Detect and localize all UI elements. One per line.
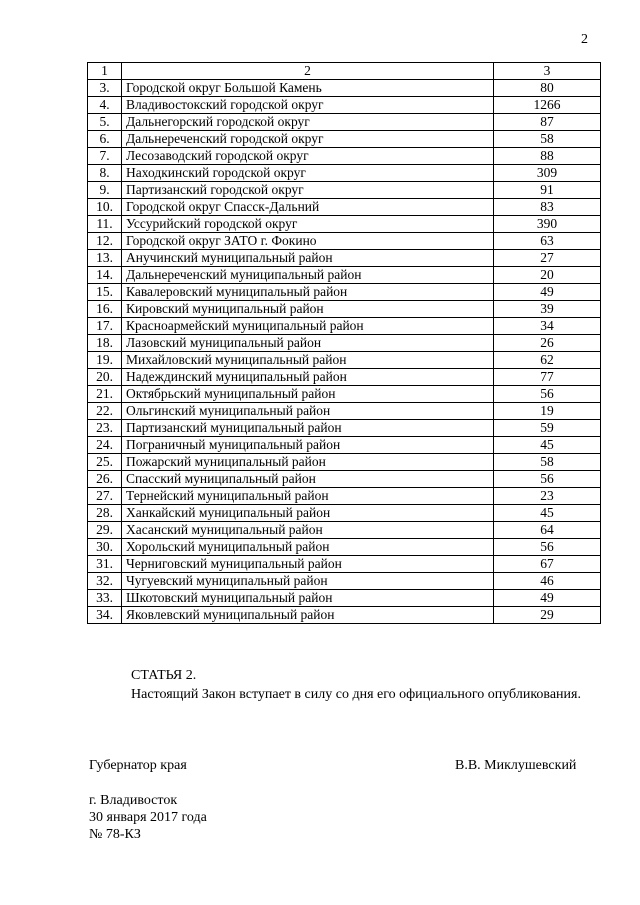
districts-table: [87, 62, 601, 624]
row-number-cell: 34.: [88, 607, 122, 624]
value-cell: 46: [494, 573, 601, 590]
district-name-cell: Лесозаводский городской округ: [122, 148, 494, 165]
district-name-cell: Партизанский городской округ: [122, 182, 494, 199]
value-cell: 64: [494, 522, 601, 539]
table-row: [88, 369, 601, 386]
row-number-cell: 15.: [88, 284, 122, 301]
value-cell: 56: [494, 386, 601, 403]
value-cell: 77: [494, 369, 601, 386]
table-row: [88, 148, 601, 165]
value-cell: 1266: [494, 97, 601, 114]
value-cell: 87: [494, 114, 601, 131]
table-row: [88, 403, 601, 420]
header-cell-1: 1: [88, 63, 122, 80]
table-row: [88, 131, 601, 148]
table-row: [88, 301, 601, 318]
table-row: [88, 454, 601, 471]
table-row: [88, 335, 601, 352]
district-name-cell: Тернейский муниципальный район: [122, 488, 494, 505]
row-number-cell: 29.: [88, 522, 122, 539]
row-number-cell: 14.: [88, 267, 122, 284]
row-number-cell: 6.: [88, 131, 122, 148]
row-number-cell: 33.: [88, 590, 122, 607]
row-number-cell: 19.: [88, 352, 122, 369]
document-date: 30 января 2017 года: [89, 810, 207, 825]
row-number-cell: 5.: [88, 114, 122, 131]
value-cell: 390: [494, 216, 601, 233]
value-cell: 27: [494, 250, 601, 267]
value-cell: 58: [494, 131, 601, 148]
district-name-cell: Дальнегорский городской округ: [122, 114, 494, 131]
header-cell-2: 2: [122, 63, 494, 80]
table-row: [88, 522, 601, 539]
table-row: [88, 318, 601, 335]
row-number-cell: 24.: [88, 437, 122, 454]
table-row: [88, 539, 601, 556]
table-row: [88, 590, 601, 607]
row-number-cell: 13.: [88, 250, 122, 267]
table-row: [88, 352, 601, 369]
table-row: [88, 437, 601, 454]
row-number-cell: 25.: [88, 454, 122, 471]
row-number-cell: 16.: [88, 301, 122, 318]
district-name-cell: Черниговский муниципальный район: [122, 556, 494, 573]
value-cell: 49: [494, 284, 601, 301]
row-number-cell: 11.: [88, 216, 122, 233]
district-name-cell: Спасский муниципальный район: [122, 471, 494, 488]
table-row: [88, 607, 601, 624]
document-number: № 78-КЗ: [89, 827, 141, 842]
table-row: [88, 97, 601, 114]
row-number-cell: 27.: [88, 488, 122, 505]
district-name-cell: Михайловский муниципальный район: [122, 352, 494, 369]
value-cell: 83: [494, 199, 601, 216]
district-name-cell: Лазовский муниципальный район: [122, 335, 494, 352]
article-text-content: Настоящий Закон вступает в силу со дня его официального опубликования.: [131, 687, 581, 702]
value-cell: 49: [494, 590, 601, 607]
row-number-cell: 31.: [88, 556, 122, 573]
table-row: [88, 488, 601, 505]
value-cell: 88: [494, 148, 601, 165]
value-cell: 45: [494, 437, 601, 454]
row-number-cell: 4.: [88, 97, 122, 114]
district-name-cell: Шкотовский муниципальный район: [122, 590, 494, 607]
table-row: [88, 556, 601, 573]
row-number-cell: 10.: [88, 199, 122, 216]
row-number-cell: 26.: [88, 471, 122, 488]
value-cell: 29: [494, 607, 601, 624]
row-number-cell: 3.: [88, 80, 122, 97]
table-row: [88, 182, 601, 199]
district-name-cell: Чугуевский муниципальный район: [122, 573, 494, 590]
district-name-cell: Пожарский муниципальный район: [122, 454, 494, 471]
value-cell: 26: [494, 335, 601, 352]
value-cell: 91: [494, 182, 601, 199]
value-cell: 63: [494, 233, 601, 250]
district-name-cell: Хасанский муниципальный район: [122, 522, 494, 539]
district-name-cell: Кавалеровский муниципальный район: [122, 284, 494, 301]
row-number-cell: 12.: [88, 233, 122, 250]
table-row: [88, 114, 601, 131]
table-row: [88, 471, 601, 488]
district-name-cell: Пограничный муниципальный район: [122, 437, 494, 454]
table-row: [88, 505, 601, 522]
value-cell: 56: [494, 539, 601, 556]
district-name-cell: Красноармейский муниципальный район: [122, 318, 494, 335]
row-number-cell: 23.: [88, 420, 122, 437]
row-number-cell: 7.: [88, 148, 122, 165]
page-number: 2: [581, 32, 588, 47]
header-cell-3: 3: [494, 63, 601, 80]
district-name-cell: Октябрьский муниципальный район: [122, 386, 494, 403]
table-row: [88, 199, 601, 216]
value-cell: 39: [494, 301, 601, 318]
value-cell: 56: [494, 471, 601, 488]
district-name-cell: Городской округ ЗАТО г. Фокино: [122, 233, 494, 250]
signature-position: Губернатор края: [89, 758, 187, 773]
table-row: [88, 386, 601, 403]
district-name-cell: Дальнереченский городской округ: [122, 131, 494, 148]
district-name-cell: Хорольский муниципальный район: [122, 539, 494, 556]
value-cell: 20: [494, 267, 601, 284]
signature-name: В.В. Миклушевский: [455, 758, 577, 773]
value-cell: 45: [494, 505, 601, 522]
district-name-cell: Владивостокский городской округ: [122, 97, 494, 114]
table-body: [88, 63, 601, 624]
district-name-cell: Городской округ Спасск-Дальний: [122, 199, 494, 216]
value-cell: 80: [494, 80, 601, 97]
row-number-cell: 22.: [88, 403, 122, 420]
table-header-row: [88, 63, 601, 80]
table-row: [88, 420, 601, 437]
value-cell: 58: [494, 454, 601, 471]
district-name-cell: Находкинский городской округ: [122, 165, 494, 182]
district-name-cell: Кировский муниципальный район: [122, 301, 494, 318]
district-name-cell: Яковлевский муниципальный район: [122, 607, 494, 624]
table-row: [88, 80, 601, 97]
value-cell: 23: [494, 488, 601, 505]
district-name-cell: Дальнереченский муниципальный район: [122, 267, 494, 284]
table-row: [88, 216, 601, 233]
document-place: г. Владивосток: [89, 793, 178, 808]
value-cell: 67: [494, 556, 601, 573]
article-title: СТАТЬЯ 2.: [131, 668, 197, 683]
table-row: [88, 233, 601, 250]
row-number-cell: 21.: [88, 386, 122, 403]
table-row: [88, 573, 601, 590]
row-number-cell: 20.: [88, 369, 122, 386]
value-cell: 309: [494, 165, 601, 182]
district-name-cell: Ольгинский муниципальный район: [122, 403, 494, 420]
row-number-cell: 8.: [88, 165, 122, 182]
row-number-cell: 32.: [88, 573, 122, 590]
value-cell: 19: [494, 403, 601, 420]
district-name-cell: Ханкайский муниципальный район: [122, 505, 494, 522]
district-name-cell: Уссурийский городской округ: [122, 216, 494, 233]
row-number-cell: 28.: [88, 505, 122, 522]
value-cell: 59: [494, 420, 601, 437]
value-cell: 34: [494, 318, 601, 335]
row-number-cell: 17.: [88, 318, 122, 335]
row-number-cell: 30.: [88, 539, 122, 556]
table-row: [88, 284, 601, 301]
table-row: [88, 250, 601, 267]
district-name-cell: Надеждинский муниципальный район: [122, 369, 494, 386]
row-number-cell: 9.: [88, 182, 122, 199]
table-row: [88, 165, 601, 182]
district-name-cell: Анучинский муниципальный район: [122, 250, 494, 267]
value-cell: 62: [494, 352, 601, 369]
district-name-cell: Партизанский муниципальный район: [122, 420, 494, 437]
table-row: [88, 267, 601, 284]
row-number-cell: 18.: [88, 335, 122, 352]
article-text: [89, 686, 595, 704]
district-name-cell: Городской округ Большой Камень: [122, 80, 494, 97]
